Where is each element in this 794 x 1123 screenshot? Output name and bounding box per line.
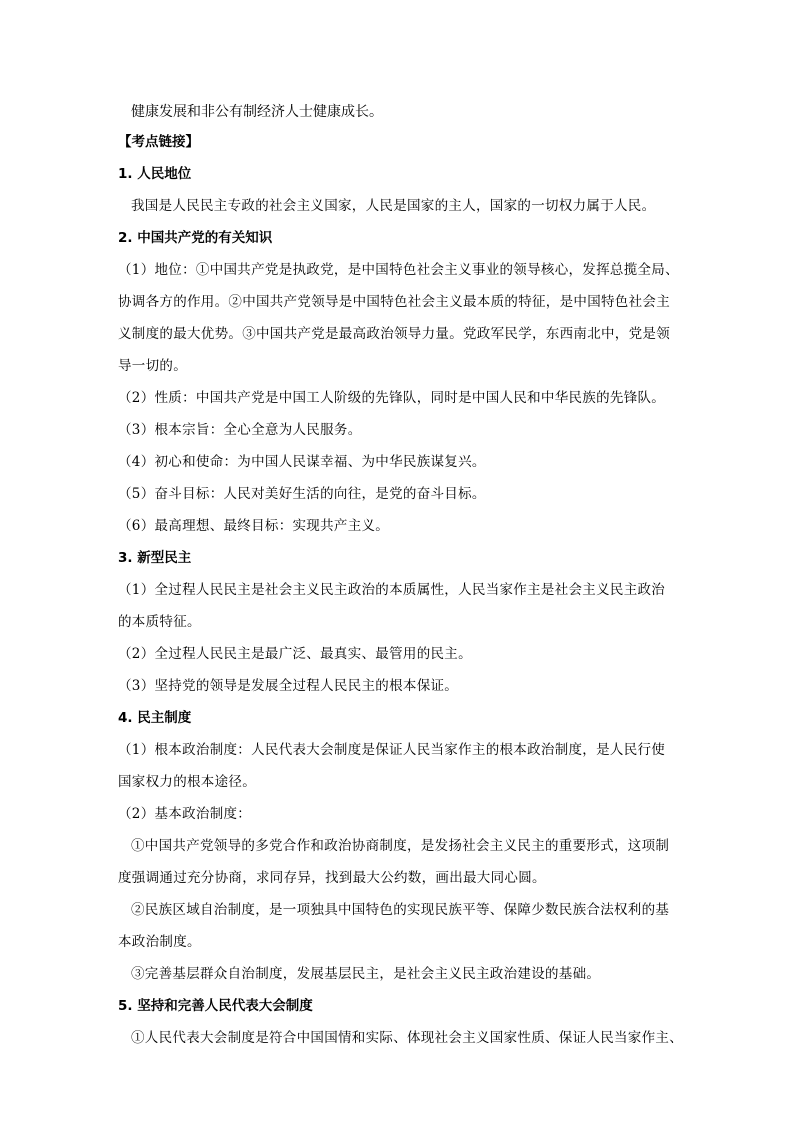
paragraph-line: （3）坚持党的领导是发展全过程人民民主的根本保证。 — [118, 678, 459, 694]
paragraph-line: 的本质特征。 — [118, 614, 201, 630]
paragraph-line: 健康发展和非公有制经济人士健康成长。 — [131, 104, 383, 120]
paragraph-line: 协调各方的作用。②中国共产党领导是中国特色社会主义最本质的特征，是中国特色社会主 — [118, 294, 670, 310]
paragraph-line: （1）根本政治制度：人民代表大会制度是保证人民当家作主的根本政治制度，是人民行使 — [118, 742, 666, 758]
paragraph-line: 本政治制度。 — [118, 934, 201, 950]
paragraph-line: ③完善基层群众自治制度，发展基层民主，是社会主义民主政治建设的基础。 — [131, 966, 601, 982]
paragraph-line: （1）全过程人民民主是社会主义民主政治的本质属性，人民当家作主是社会主义民主政治 — [118, 582, 666, 598]
section-heading: 2. 中国共产党的有关知识 — [118, 230, 273, 246]
paragraph-line: （2）基本政治制度： — [118, 806, 252, 822]
paragraph-line: 导一切的。 — [118, 358, 187, 374]
paragraph-line: （2）全过程人民民主是最广泛、最真实、最管用的民主。 — [118, 646, 472, 662]
paragraph-line: 义制度的最大优势。③中国共产党是最高政治领导力量。党政军民学，东西南北中，党是领 — [118, 326, 670, 342]
paragraph-line: （1）地位：①中国共产党是执政党，是中国特色社会主义事业的领导核心，发挥总揽全局、 — [118, 262, 679, 278]
section-heading: 4. 民主制度 — [118, 710, 192, 726]
paragraph-line: （2）性质：中国共产党是中国工人阶级的先锋队，同时是中国人民和中华民族的先锋队。 — [118, 390, 666, 406]
section-heading: 3. 新型民主 — [118, 550, 192, 566]
paragraph-line: 国家权力的根本途径。 — [118, 774, 256, 790]
paragraph-line: 我国是人民民主专政的社会主义国家，人民是国家的主人，国家的一切权力属于人民。 — [131, 198, 656, 214]
paragraph-line: ①人民代表大会制度是符合中国国情和实际、体现社会主义国家性质、保证人民当家作主、 — [131, 1030, 683, 1046]
section-heading: 【考点链接】 — [118, 134, 199, 150]
paragraph-line: （5）奋斗目标：人民对美好生活的向往，是党的奋斗目标。 — [118, 486, 486, 502]
paragraph-line: （4）初心和使命：为中国人民谋幸福、为中华民族谋复兴。 — [118, 454, 486, 470]
paragraph-line: 度强调通过充分协商，求同存异，找到最大公约数，画出最大同心圆。 — [118, 870, 546, 886]
paragraph-line: （3）根本宗旨：全心全意为人民服务。 — [118, 422, 362, 438]
paragraph-line: （6）最高理想、最终目标：实现共产主义。 — [118, 518, 390, 534]
section-heading: 5. 坚持和完善人民代表大会制度 — [118, 998, 313, 1014]
paragraph-line: ②民族区域自治制度，是一项独具中国特色的实现民族平等、保障少数民族合法权利的基 — [131, 902, 670, 918]
paragraph-line: ①中国共产党领导的多党合作和政治协商制度，是发扬社会主义民主的重要形式，这项制 — [131, 838, 670, 854]
section-heading: 1. 人民地位 — [118, 166, 192, 182]
